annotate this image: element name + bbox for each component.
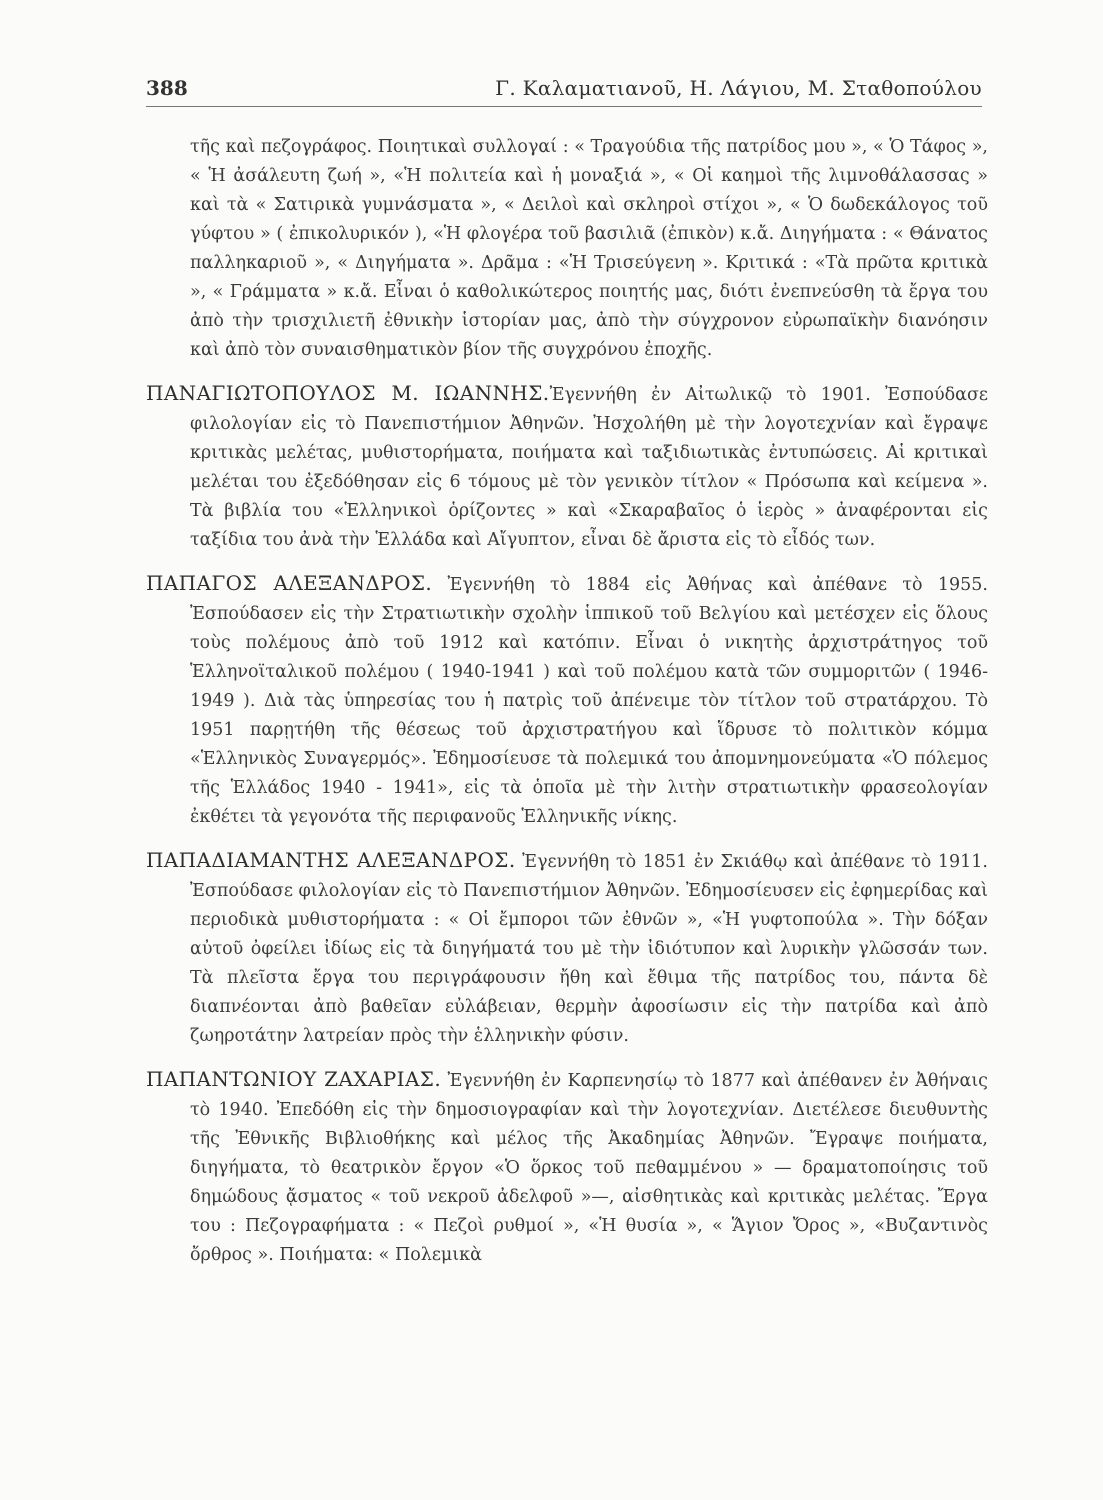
entry-name: ΠΑΝΑΓΙΩΤΟΠΟΥΛΟΣ Μ. ΙΩΑΝΝΗΣ. — [146, 381, 550, 405]
entry-papantoniou — [146, 1065, 988, 1270]
entry-text: Ἐγεννήθη ἐν Καρπενησίῳ τὸ 1877 καὶ ἀπέθανεν ἐν Ἀθήναις τὸ 1940. Ἐπεδόθη εἰς τὴν δημοσιογραφίαν καὶ τὴν λογοτεχνίαν. Διετέλεσε διευθυντὴς τῆς Ἐθνικῆς Βιβλιοθήκης καὶ μέλος τῆς Ἀκαδημίας Ἀθηνῶν. Ἔγραψε ποιήματα, διηγήματα, τὸ θεατρικὸν ἔργον «Ὁ ὅρκος τοῦ πεθαμμένου » — δραματοποίησις τοῦ δημώδους ᾄσματος « τοῦ νεκροῦ ἀδελφοῦ »—, αἰσθητικὰς καὶ κριτικὰς μελέτας. Ἔργα του : Πεζογραφήματα : « Πεζοὶ ρυθμοί », «Ἡ θυσία », « Ἅγιον Ὄρος », «Βυζαντινὸς ὄρθρος ». Ποιήματα: « Πολεμικὰ — [190, 1071, 988, 1265]
page-body — [146, 133, 988, 1270]
entry-panagiotopoulos — [146, 379, 988, 555]
entry-name: ΠΑΠΑΔΙΑΜΑΝΤΗΣ ΑΛΕΞΑΝΔΡΟΣ. — [146, 848, 516, 872]
entry-text: Ἐγεννήθη τὸ 1884 εἰς Ἀθήνας καὶ ἀπέθανε τὸ 1955. Ἐσπούδασεν εἰς τὴν Στρατιωτικὴν σχολὴν ἱππικοῦ τοῦ Βελγίου καὶ μετέσχεν εἰς ὅλους τοὺς πολέμους ἀπὸ τοῦ 1912 καὶ κατόπιν. Εἶναι ὁ νικητὴς ἀρχιστράτηγος τοῦ Ἑλληνοϊταλικοῦ πολέμου ( 1940-1941 ) καὶ τοῦ πολέμου κατὰ τῶν συμμοριτῶν ( 1946-1949 ). Διὰ τὰς ὑπηρεσίας του ἡ πατρὶς τοῦ ἀπένειμε τὸν τίτλον τοῦ στρατάρχου. Τὸ 1951 παρῃτήθη τῆς θέσεως τοῦ ἀρχιστρατήγου καὶ ἵδρυσε τὸ πολιτικὸν κόμμα «Ἑλληνικὸς Συναγερμός». Ἐδημοσίευσε τὰ πολεμικά του ἀπομνημονεύματα «Ὁ πόλεμος τῆς Ἑλλάδος 1940 - 1941», εἰς τὰ ὁποῖα μὲ τὴν λιτὴν στρατιωτικὴν φρασεολογίαν ἐκθέτει τὰ γεγονότα τῆς περιφανοῦς Ἑλληνικῆς νίκης. — [190, 575, 988, 827]
entry-papagos — [146, 569, 988, 832]
entry-text: Ἐγεννήθη τὸ 1851 ἐν Σκιάθῳ καὶ ἀπέθανε τὸ 1911. Ἐσπούδασε φιλολογίαν εἰς τὸ Πανεπιστήμιον Ἀθηνῶν. Ἐδημοσίευσεν εἰς ἐφημερίδας καὶ περιοδικὰ μυθιστορήματα : « Οἱ ἔμποροι τῶν ἐθνῶν », «Ἡ γυφτοπούλα ». Τὴν δόξαν αὐτοῦ ὀφείλει ἰδίως εἰς τὰ διηγήματά του μὲ τὴν ἰδιότυπον καὶ λυρικὴν γλῶσσάν των. Τὰ πλεῖστα ἔργα του περιγράφουσιν ἤθη καὶ ἔθιμα τῆς πατρίδος του, πάντα δὲ διαπνέονται ἀπὸ βαθεῖαν εὐλάβειαν, θερμὴν ἀφοσίωσιν εἰς τὴν πατρίδα καὶ ἀπὸ ζωηροτάτην λατρείαν πρὸς τὴν ἑλληνικὴν φύσιν. — [190, 852, 988, 1046]
entry-papadiamantis — [146, 846, 988, 1051]
page-number: 388 — [146, 76, 188, 100]
entry-text: Ἐγεννήθη ἐν Αἰτωλικῷ τὸ 1901. Ἐσπούδασε φιλολογίαν εἰς τὸ Πανεπιστήμιον Ἀθηνῶν. Ἠσχολήθη μὲ τὴν λογοτεχνίαν καὶ ἔγραψε κριτικὰς μελέτας, μυθιστορήματα, ποιήματα καὶ ταξιδιωτικὰς ἐντυπώσεις. Αἱ κριτικαὶ μελέται του ἐξεδόθησαν εἰς 6 τόμους μὲ τὸν γενικὸν τίτλον « Πρόσωπα καὶ κείμενα ». Τὰ βιβλία του «Ἑλληνικοὶ ὁρίζοντες » καὶ «Σκαραβαῖος ὁ ἱερὸς » ἀναφέρονται εἰς ταξίδια του ἀνὰ τὴν Ἑλλάδα καὶ Αἴγυπτον, εἶναι δὲ ἄριστα εἰς τὸ εἶδός των. — [190, 385, 989, 550]
entry-name: ΠΑΠΑΝΤΩΝΙΟΥ ΖΑΧΑΡΙΑΣ. — [146, 1067, 442, 1091]
page-header — [146, 70, 982, 107]
entry-name: ΠΑΠΑΓΟΣ ΑΛΕΞΑΝΔΡΟΣ. — [146, 571, 433, 595]
continued-paragraph: τῆς καὶ πεζογράφος. Ποιητικαὶ συλλογαί : « Τραγούδια τῆς πατρίδος μου », « Ὁ Τάφος », « Ἡ ἀσάλευτη ζωή », «Ἡ πολιτεία καὶ ἡ μοναξιά », « Οἱ καημοὶ τῆς λιμνοθάλασσας » καὶ τὰ « Σατιρικὰ γυμνάσματα », « Δειλοὶ καὶ σκληροὶ στίχοι », « Ὁ δωδεκάλογος τοῦ γύφτου » ( ἐπικολυρικόν ), «Ἡ φλογέρα τοῦ βασιλιᾶ (ἐπικὸν) κ.ἄ. Διηγήματα : « Θάνατος παλληκαριοῦ », « Διηγήματα ». Δρᾶμα : «Ἡ Τρισεύγενη ». Κριτικά : «Τὰ πρῶτα κριτικὰ », « Γράμματα » κ.ἄ. Εἶναι ὁ καθολικώτερος ποιητής μας, διότι ἐνεπνεύσθη τὰ ἔργα του ἀπὸ τὴν τρισχιλιετῆ ἐθνικὴν ἱστορίαν μας, ἀπὸ τὴν σύγχρονον εὐρωπαϊκὴν διανόησιν καὶ ἀπὸ τὸν συναισθηματικὸν βίον τῆς συγχρόνου ἐποχῆς. — [190, 137, 988, 360]
running-head: Γ. Καλαματιανοῦ, Η. Λάγιου, Μ. Σταθοπούλου — [495, 76, 982, 100]
